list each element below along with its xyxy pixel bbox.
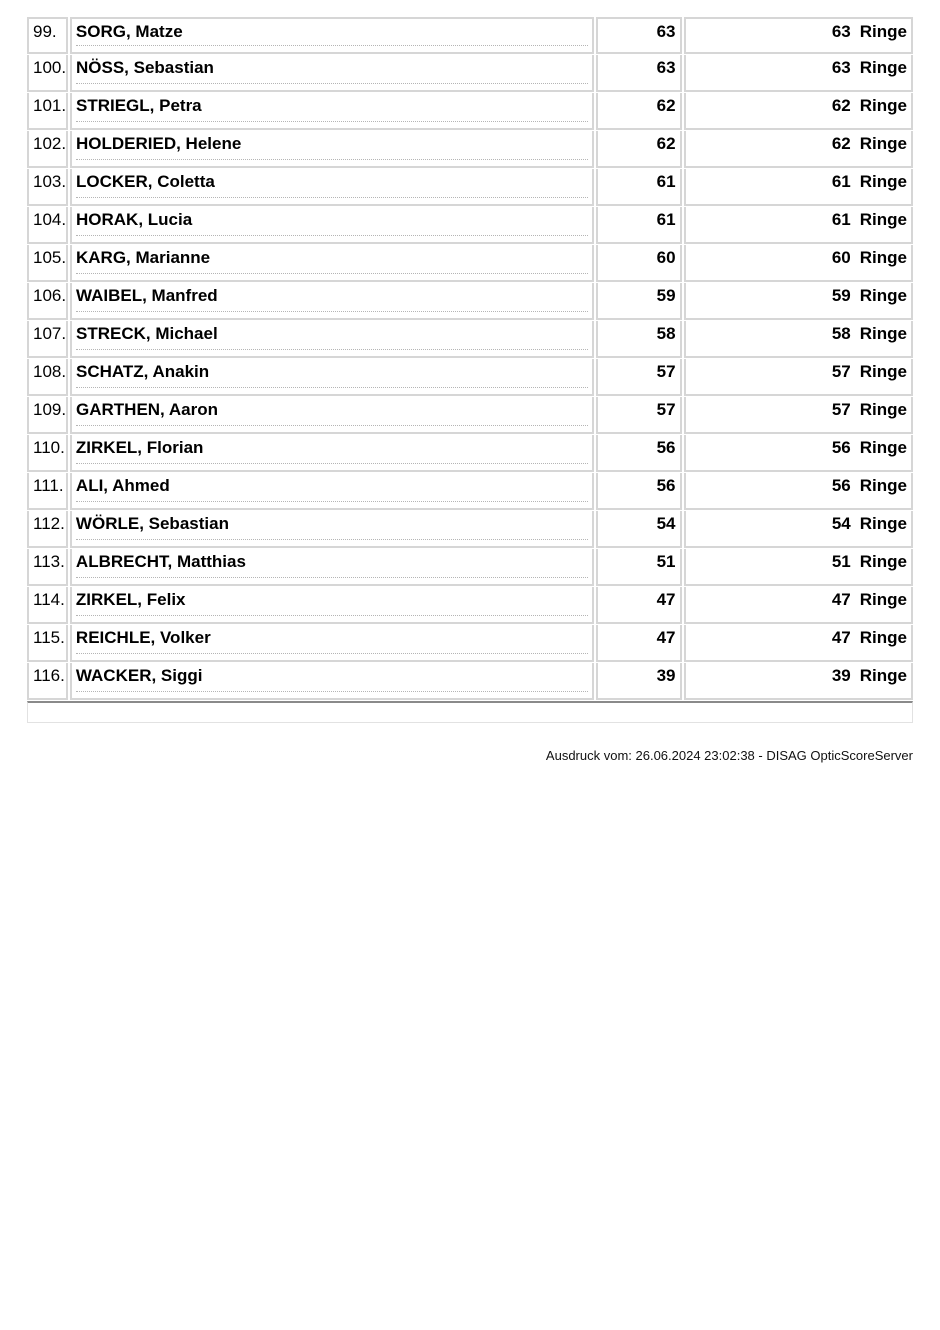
results-rows [27,17,913,701]
unit-label: Ringe [859,96,907,115]
shooter-name-cell: WAIBEL, Manfred [70,283,594,320]
rank-cell: 100. [27,55,68,92]
table-row [27,625,913,663]
shooter-name-cell: LOCKER, Coletta [70,169,594,206]
total-value: 63 [831,22,851,41]
total-value: 59 [831,286,851,305]
total-cell [684,131,913,168]
unit-label: Ringe [859,514,907,533]
table-row [27,131,913,169]
rank-cell: 108. [27,359,68,396]
unit-label: Ringe [859,438,907,457]
table-row [27,359,913,397]
total-cell [684,663,913,700]
table-row [27,283,913,321]
score-cell: 61 [596,207,682,244]
unit-label: Ringe [859,22,907,41]
total-value: 57 [831,362,851,381]
shooter-name-cell: STRECK, Michael [70,321,594,358]
total-cell [684,511,913,548]
table-row [27,435,913,473]
unit-label: Ringe [859,666,907,685]
score-cell: 60 [596,245,682,282]
score-cell: 63 [596,17,682,54]
shooter-name-cell: HOLDERIED, Helene [70,131,594,168]
unit-label: Ringe [859,362,907,381]
shooter-name-cell: ALBRECHT, Matthias [70,549,594,586]
unit-label: Ringe [859,628,907,647]
total-value: 47 [831,590,851,609]
table-row [27,169,913,207]
rank-cell: 106. [27,283,68,320]
total-value: 62 [831,96,851,115]
unit-label: Ringe [859,400,907,419]
shooter-name-cell: KARG, Marianne [70,245,594,282]
score-cell: 56 [596,435,682,472]
total-cell [684,17,913,54]
total-cell [684,207,913,244]
score-cell: 62 [596,93,682,130]
table-row [27,473,913,511]
table-row [27,549,913,587]
total-value: 54 [831,514,851,533]
table-footer-bar [27,701,913,723]
table-row [27,511,913,549]
unit-label: Ringe [859,58,907,77]
unit-label: Ringe [859,476,907,495]
total-value: 60 [831,248,851,267]
total-value: 58 [831,324,851,343]
unit-label: Ringe [859,324,907,343]
total-cell [684,245,913,282]
score-cell: 56 [596,473,682,510]
print-footer: Ausdruck vom: 26.06.2024 23:02:38 - DISAG OpticScoreServer [545,748,913,763]
score-cell: 47 [596,587,682,624]
shooter-name-cell: GARTHEN, Aaron [70,397,594,434]
total-cell [684,321,913,358]
score-cell: 59 [596,283,682,320]
shooter-name-cell: WACKER, Siggi [70,663,594,700]
table-row [27,93,913,131]
shooter-name-cell: SCHATZ, Anakin [70,359,594,396]
score-cell: 63 [596,55,682,92]
score-cell: 39 [596,663,682,700]
rank-cell: 111. [27,473,68,510]
table-row [27,663,913,701]
total-cell [684,435,913,472]
score-cell: 54 [596,511,682,548]
unit-label: Ringe [859,286,907,305]
unit-label: Ringe [859,210,907,229]
total-cell [684,169,913,206]
unit-label: Ringe [859,172,907,191]
total-value: 62 [831,134,851,153]
score-cell: 51 [596,549,682,586]
total-cell [684,359,913,396]
rank-cell: 104. [27,207,68,244]
rank-cell: 114. [27,587,68,624]
table-row [27,321,913,359]
rank-cell: 110. [27,435,68,472]
rank-cell: 109. [27,397,68,434]
total-cell [684,587,913,624]
table-row [27,245,913,283]
shooter-name-cell: REICHLE, Volker [70,625,594,662]
score-cell: 58 [596,321,682,358]
table-row [27,207,913,245]
total-value: 39 [831,666,851,685]
shooter-name-cell: ZIRKEL, Florian [70,435,594,472]
unit-label: Ringe [859,590,907,609]
table-row [27,55,913,93]
table-row [27,587,913,625]
score-cell: 62 [596,131,682,168]
rank-cell: 105. [27,245,68,282]
total-cell [684,397,913,434]
results-table [27,17,913,723]
total-value: 51 [831,552,851,571]
total-cell [684,283,913,320]
rank-cell: 99. [27,17,68,54]
total-value: 56 [831,476,851,495]
shooter-name-cell: ZIRKEL, Felix [70,587,594,624]
rank-cell: 107. [27,321,68,358]
total-value: 57 [831,400,851,419]
table-row [27,17,913,55]
unit-label: Ringe [859,248,907,267]
total-cell [684,93,913,130]
total-cell [684,625,913,662]
rank-cell: 113. [27,549,68,586]
shooter-name-cell: ALI, Ahmed [70,473,594,510]
total-value: 47 [831,628,851,647]
rank-cell: 116. [27,663,68,700]
rank-cell: 112. [27,511,68,548]
score-cell: 57 [596,397,682,434]
total-cell [684,549,913,586]
total-value: 63 [831,58,851,77]
rank-cell: 102. [27,131,68,168]
unit-label: Ringe [859,134,907,153]
shooter-name-cell: STRIEGL, Petra [70,93,594,130]
rank-cell: 103. [27,169,68,206]
rank-cell: 115. [27,625,68,662]
shooter-name-cell: SORG, Matze [70,17,594,54]
unit-label: Ringe [859,552,907,571]
total-cell [684,55,913,92]
total-value: 61 [831,172,851,191]
rank-cell: 101. [27,93,68,130]
total-value: 56 [831,438,851,457]
score-cell: 47 [596,625,682,662]
table-row [27,397,913,435]
shooter-name-cell: WÖRLE, Sebastian [70,511,594,548]
shooter-name-cell: HORAK, Lucia [70,207,594,244]
total-value: 61 [831,210,851,229]
score-cell: 61 [596,169,682,206]
total-cell [684,473,913,510]
shooter-name-cell: NÖSS, Sebastian [70,55,594,92]
score-cell: 57 [596,359,682,396]
